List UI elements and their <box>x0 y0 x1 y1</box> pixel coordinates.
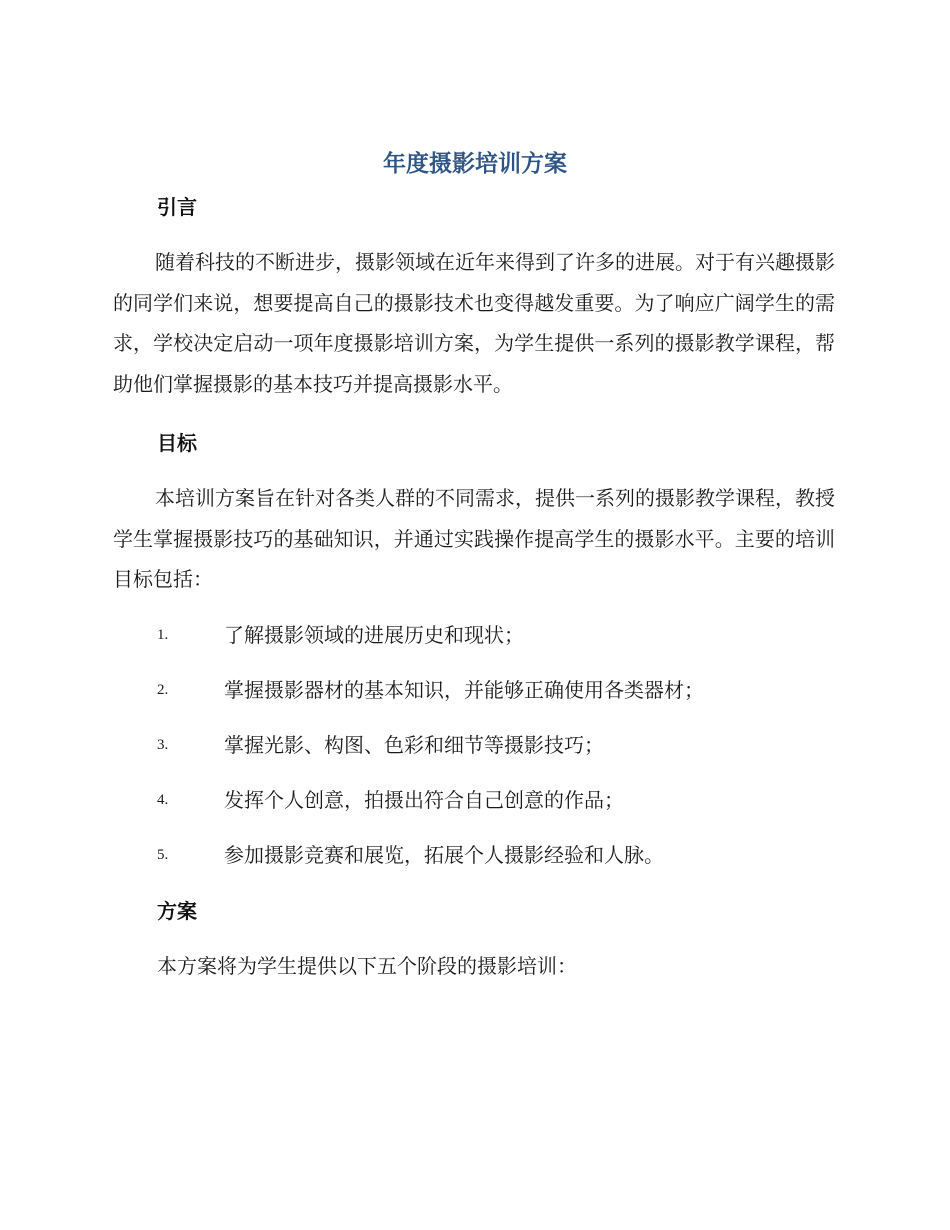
section-heading-intro: 引言 <box>157 195 197 219</box>
intro-paragraph: 随着科技的不断进步，摄影领域在近年来得到了许多的进展。对于有兴趣摄影的同学们来说，想要提高自己的摄影技术也变得越发重要。为了响应广阔学生的需求，学校决定启动一项年度摄影培训方案，为学生提供一系列的摄影教学课程，帮助他们掌握摄影的基本技巧并提高摄影水平。 <box>113 250 835 396</box>
section-heading-plan: 方案 <box>157 899 197 923</box>
list-item-number: 2. <box>157 682 169 698</box>
list-item <box>157 620 837 650</box>
document-title: 年度摄影培训方案 <box>383 151 567 177</box>
list-item-number: 5. <box>157 847 169 863</box>
list-item-text: 了解摄影领域的进展历史和现状； <box>224 623 524 647</box>
list-item-number: 3. <box>157 737 169 753</box>
list-item-text: 发挥个人创意，拍摄出符合自己创意的作品； <box>224 788 624 812</box>
plan-paragraph: 本方案将为学生提供以下五个阶段的摄影培训： <box>157 954 577 978</box>
list-item <box>157 785 837 815</box>
goals-paragraph: 本培训方案旨在针对各类人群的不同需求，提供一系列的摄影教学课程，教授学生掌握摄影技巧的基础知识，并通过实践操作提高学生的摄影水平。主要的培训目标包括： <box>113 486 835 591</box>
list-item <box>157 840 837 870</box>
section-heading-goals: 目标 <box>157 431 197 455</box>
list-item-number: 4. <box>157 792 169 808</box>
list-item <box>157 675 837 705</box>
list-item-text: 掌握摄影器材的基本知识，并能够正确使用各类器材； <box>224 678 704 702</box>
list-item-text: 掌握光影、构图、色彩和细节等摄影技巧； <box>224 733 604 757</box>
list-item-text: 参加摄影竞赛和展览，拓展个人摄影经验和人脉。 <box>224 843 664 867</box>
list-item <box>157 730 837 760</box>
list-item-number: 1. <box>157 627 169 643</box>
